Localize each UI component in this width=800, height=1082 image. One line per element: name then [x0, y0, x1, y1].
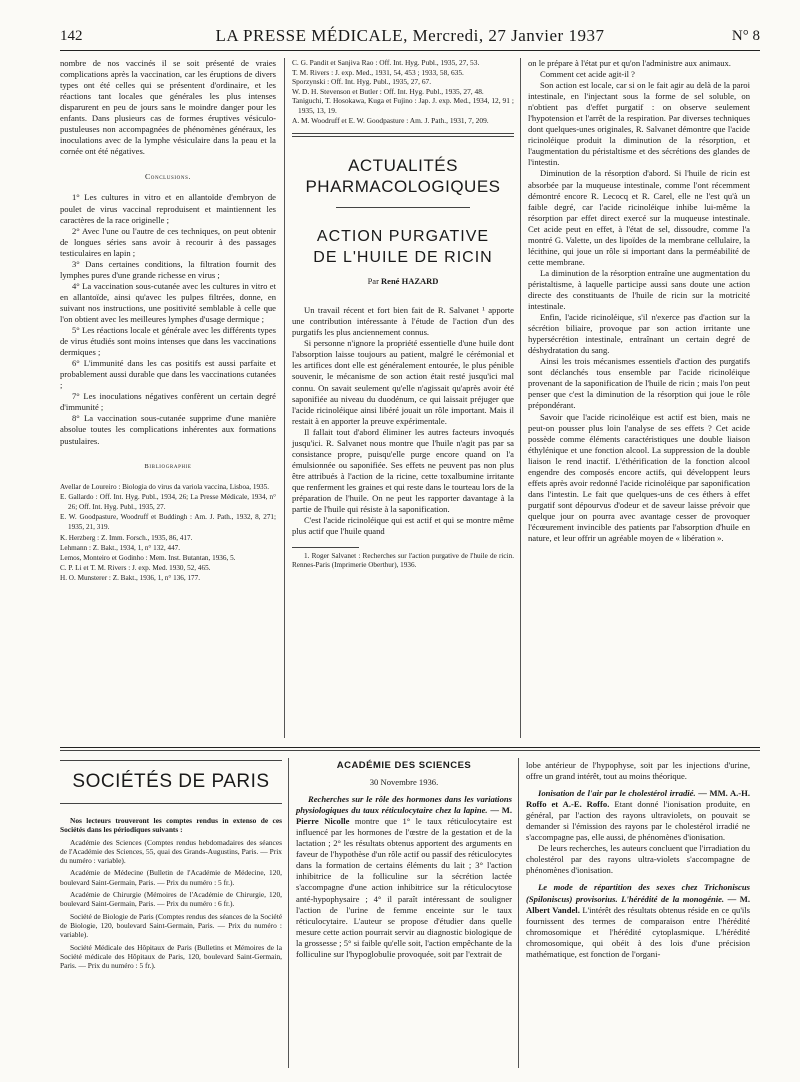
bib-entry: E. Gallardo : Off. Int. Hyg. Publ., 1934, 26; La Presse Médicale, 1934, n° 26; Off. Int. Hyg. Publ., 1935, 27.: [60, 492, 276, 511]
communication-author: — M. Albert Vandel.: [526, 893, 750, 915]
communication-author: — MM. A.-H. Roffo et A.-E. Roffo.: [526, 788, 751, 810]
bibliography: [60, 482, 276, 584]
communication-title: Ionisation de l'air par le cholestérol irradié.: [538, 788, 696, 799]
page-header: [60, 24, 760, 51]
article-paragraph: C'est l'acide ricinoléique qui est actif et qui se montre même plus actif que l'huile quand: [292, 515, 514, 537]
conclusion-8: 8° La vaccination sous-cutanée supprime d'une manière absolue toutes les complications inhérentes aux formations pustulaires.: [60, 413, 276, 446]
page-number: 142: [60, 28, 83, 44]
column-2: [292, 58, 514, 570]
ref-entry: Sporzynski : Off. Int. Hyg. Publ., 1935, 27, 67.: [292, 77, 432, 87]
footnote-rule: [292, 547, 359, 548]
col3-paragraph: Diminution de la résorption d'abord. Si l'huile de ricin est absorbée par la muqueuse intestinale, comme l'ont récemment démontré encore R. Lecocq et R. Carel, elle ne l'est qu'à un faible degré, car l'acide ricinoléique inhibe lui-même la résorption par effet direct exercé sur la muqueuse intestinale. Cet acide peut en effet, à l'état de sel, dissoudre, comme l'a montré G. Valette, un des lipoïdes de la membrane cellulaire, la lécithine, qui joue un rôle si important dans la perméabilité de cette membrane.: [528, 168, 750, 267]
conclusion-6: 6° L'immunité dans les cas positifs est aussi parfaite et probablement aussi durable que dans les vaccinations cutanées ;: [60, 358, 276, 391]
bib-entry: C. P. Li et T. M. Rivers : J. exp. Med. 1930, 52, 465.: [60, 564, 211, 573]
bib-entry: E. W. Goodpasture, Woodruff et Buddingh : Am. J. Path., 1932, 8, 271; 1935, 21, 319.: [60, 513, 276, 532]
heading-rule: [336, 207, 469, 208]
journal-title: LA PRESSE MÉDICALE, Mercredi, 27 Janvier 1937: [215, 26, 605, 45]
ref-entry: C. G. Pandit et Sanjiva Rao : Off. Int. Hyg. Publ., 1935, 27, 53.: [292, 58, 480, 67]
article-paragraph: Si personne n'ignore la propriété essentielle d'une huile dont l'absorption laisse toujours au patient, malgré le cérémonial et les artifices dont elle est généralement entourée, le plus pénible souvenir, le mécanisme de son action était resté jusqu'ici mal connu. On savait seulement qu'elle n'agissait qu'après avoir été saponifiée au niveau du duodénum, ce qui laissait préjuger que l'acide ricinoléique ainsi libéré jouait un rôle important. Mais il restait à en apporter la preuve expérimentale.: [292, 338, 514, 426]
bibliography-heading: Bibliographie: [144, 462, 192, 470]
article-paragraph: Il fallait tout d'abord éliminer les autres facteurs invoqués jusqu'ici. R. Salvanet nous montre que l'huile n'agit pas par sa consistance propre, puisqu'elle purge encore quand on l'a émulsionnée ou saponifiée. Ses effets ne peuvent pas non plus être attribués à l'action de la ricine, cette toxalbumine irritante que renferment les graines et qui reste dans le tourteau lors de la préparation de l'huile. On ne peut les rapporter davantage à la partie de l'huile qui résiste à la saponification.: [292, 426, 514, 515]
references-continued: [292, 58, 514, 125]
communication-text: Etant donné l'ionisation produite, en général, par l'action des rayons ultraviolets, on pouvait se demander si l'émission des rayons par le cholestérol irradié ne s'accompagne pas, elle aussi, de phénomènes d'ionisation.: [526, 799, 750, 843]
societes-column: [60, 760, 282, 973]
societe-item: Académie de Médecine (Bulletin de l'Académie de Médecine, 120, boulevard Saint-Germain, Paris. — Prix du numéro : 5 fr.).: [60, 868, 282, 887]
col3-paragraph: Enfin, l'acide ricinoléique, s'il n'exerce pas d'action sur la sécrétion biliaire, provoque par son action irritante une hypersécrétion intestinale, entraînant un certain degré de déshydratation du sang.: [528, 312, 750, 356]
societe-item: Académie de Chirurgie (Mémoires de l'Académie de Chirurgie, 120, boulevard Saint-Germain, Paris. — Prix du numéro : 6 fr.).: [60, 890, 282, 909]
page-divider: [60, 750, 760, 751]
col3-paragraph: Ainsi les trois mécanismes essentiels d'action des purgatifs sont déclanchés tous ensemble par l'acide ricinoléique provenant de la saponification de l'huile de ricin ; mais l'on peut penser que c'est la diminution de la résorption qui joue le rôle prépondérant.: [528, 356, 750, 411]
article-byline: [292, 276, 514, 287]
societe-item: Académie des Sciences (Comptes rendus hebdomadaires des séances de l'Académie des Sciences, 55, quai des Grands-Augustins, Paris. — Prix du numéro : variable).: [60, 837, 282, 866]
societes-list: [60, 816, 282, 970]
communication-author: — M. Pierre Nicolle: [296, 805, 512, 827]
societes-intro: Nos lecteurs trouveront les comptes rendus in extenso de ces Sociétés dans les périodiques suivants :: [60, 816, 282, 835]
communication-text-continued: lobe antérieur de l'hypophyse, soit par les injections d'urine, offre un grand intérêt, tout au moins théorique.: [526, 760, 750, 782]
footnote: 1. Roger Salvanet : Recherches sur l'action purgative de l'huile de ricin. Rennes-Paris (Imprimerie Oberthur), 1936.: [292, 552, 514, 570]
communication-text: De leurs recherches, les auteurs concluent que l'irradiation du cholestérol par des rayons ultra-violets s'accompagne de phénomènes d'ionisation.: [526, 843, 750, 876]
conclusion-2: 2° Avec l'une ou l'autre de ces techniques, on peut obtenir de longues séries sans avoir à recourir à des passages testiculaires en lapin ;: [60, 225, 276, 258]
conclusion-7: 7° Les inoculations négatives confèrent un certain degré d'immunité ;: [60, 391, 276, 413]
communication-title: Recherches sur le rôle des hormones dans les variations physiologiques du taux réticulocytaire chez la lapine.: [296, 794, 512, 816]
col3-paragraph: on le prépare à l'état pur et qu'on l'administre aux animaux.: [528, 58, 731, 68]
societes-title: SOCIÉTÉS DE PARIS: [72, 771, 270, 792]
col3-paragraph: La diminution de la résorption entraîne une augmentation du péristaltisme, à laquelle participe aussi sans doute une action directe des constituants de l'huile de ricin sur la motricité intestinale.: [528, 267, 750, 312]
section-rule: [292, 133, 514, 134]
bib-entry: K. Herzberg : Z. Imm. Forsch., 1935, 86, 417.: [60, 533, 193, 542]
col1-intro: nombre de nos vaccinés il se soit présenté de vraies complications après la vaccination, car les éruptions de divers types ont été celles qui se présentent d'ordinaire, et les réactions tant locales que générales les plus intenses disparurent en peu de jours sans le moindre danger pour les enfants. Dans plusieurs cas de formes éruptives vésiculo-pustuleuses non accompagnées de phénomènes généraux, les inoculations avec de la lymphe vésiculaire dans la peau et la cornée ont été négatives.: [60, 58, 276, 157]
societe-item: Société de Biologie de Paris (Comptes rendus des séances de la Société de Biologie, 120, boulevard Saint-Germain, Paris. — Prix du numéro : variable).: [60, 911, 282, 940]
bib-entry: H. O. Munsterer : Z. Bakt., 1936, 1, n° 136, 177.: [60, 574, 201, 583]
column-rule: [518, 758, 519, 1068]
section-rule: [292, 136, 514, 137]
bib-entry: Avellar de Loureiro : Biologia do virus da variola vaccina, Lisboa, 1935.: [60, 482, 270, 491]
column-3: [528, 58, 750, 544]
communication-text: L'intérêt des résultats obtenus réside en ce qu'ils fournissent des termes de comparaison entre l'hérédité chromosomique et l'hérédité cytoplasmique. L'hérédité chromosomique, qui obéit à des lois d'une précision mathématique, est fonction de l'organi-: [526, 904, 750, 959]
box-rule: [60, 760, 282, 761]
column-1: [60, 58, 276, 584]
academie-column-2: [526, 760, 750, 960]
conclusion-1: 1° Les cultures in vitro et en allantoïde d'embryon de poulet de virus vaccinal reproduisent et maintiennent les caractères de la race originelle ;: [60, 192, 276, 225]
ref-entry: Taniguchi, T. Hosokawa, Kuga et Fujino : Jap. J. exp. Med., 1934, 12, 91 ; 1935, 13, 19.: [292, 96, 514, 115]
col3-paragraph: Savoir que l'acide ricinoléique est actif est bien, mais ne peut-on pousser plus loin l'analyse de ses effets ? Cet acide possède comme éléments caractéristiques une double liaison éthylénique et une fonction alcool. La suppression de la double liaison le rend inactif. L'éthérification de la fonction alcool engendre des composés encore actifs, qui développent leurs effets après avoir redonné l'acide ricinoléique par saponification dans l'intestin. Le fait que quelques-uns de ces éthers à effet purgatif sont dépourvus d'odeur et de saveur laisse prévoir que quelque jour on pourra avec avantage cesser de provoquer l'écœurement invincible des patients par l'absorption d'huile en nature, et leur offrir un agréable moyen de « libération ».: [528, 411, 750, 544]
column-rule: [288, 758, 289, 1068]
conclusion-4: 4° La vaccination sous-cutanée avec les cultures in vitro et en allantoïde, ainsi qu'avec les pulpes filtrées, donne, en suivant nos instructions, une positivité semblable à celle que l'on obtient avec les meilleures lymphes d'usage dermique ;: [60, 280, 276, 324]
academie-title: ACADÉMIE DES SCIENCES: [336, 760, 472, 771]
article-paragraph: Un travail récent et fort bien fait de R. Salvanet ¹ apporte une contribution intéressante à l'étude de l'action d'un des purgatifs les plus anciennement connus.: [292, 305, 514, 338]
societe-item: Société Médicale des Hôpitaux de Paris (Bulletins et Mémoires de la Société médicale des Hôpitaux de Paris, 120, boulevard Saint-Germain, Paris. — Prix du numéro : 5 fr.).: [60, 942, 282, 971]
conclusion-3: 3° Dans certaines conditions, la filtration fournit des lymphes pures d'une grande richesse en virus ;: [60, 258, 276, 280]
col3-paragraph: Son action est locale, car si on le fait agir au delà de la paroi intestinale, en l'injectant sous la forme de sel soluble, on n'obtient pas d'effet purgatif : on observe seulement l'hypotension et l'arrêt de la respiration. Par diverses techniques dont quelques-unes originales, R. Salvanet démontre que l'acide ricinoléique produit la diminution de la résorption, et l'augmentation du péristaltisme et des sécrétions des glandes de l'intestin.: [528, 80, 750, 168]
academie-column: [296, 760, 512, 960]
bib-entry: Lemos, Monteiro et Godinho : Mem. Inst. Butantan, 1936, 5.: [60, 554, 236, 563]
page-divider: [60, 747, 760, 748]
conclusion-5: 5° Les réactions locale et générale avec les différents types de virus étudiés sont moins intenses que dans les vaccinations dermiques ;: [60, 325, 276, 358]
byline-prefix: Par: [367, 276, 379, 287]
ref-entry: T. M. Rivers : J. exp. Med., 1931, 54, 453 ; 1933, 58, 635.: [292, 67, 464, 77]
ref-entry: W. D. H. Stevenson et Butler : Off. Int. Hyg. Publ., 1935, 27, 48.: [292, 86, 484, 96]
section-heading: ACTUALITÉS PHARMACOLOGIQUES: [305, 156, 501, 197]
communication-title: Le mode de répartition des sexes chez Trichoniscus (Spiloniscus) provisorius. L'hérédité de la monogénie.: [526, 882, 750, 904]
session-date: 30 Novembre 1936.: [369, 777, 439, 788]
article-title-line2: DE L'HUILE DE RICIN: [313, 249, 493, 267]
bib-entry: Lehmann : Z. Bakt., 1934, 1, n° 132, 447.: [60, 543, 181, 552]
conclusions-heading: Conclusions.: [144, 172, 192, 182]
column-rule: [520, 58, 521, 738]
col3-paragraph: Comment cet acide agit-il ?: [540, 69, 635, 80]
column-rule: [284, 58, 285, 738]
ref-entry: A. M. Woodruff et E. W. Goodpasture : Am. J. Path., 1931, 7, 209.: [292, 115, 489, 125]
issue-number: N° 8: [731, 28, 760, 44]
communication-text: montre que 1° le taux réticulocytaire est influencé par les hormones de l'œstre de la gestation et de la lactation ; 2° les résultats obtenus apportent des arguments en faveur de l'hypothèse d'un rôle actif ou passif des réticulocytes dans la formation de certains éléments du lait ; 3° l'action inhibitrice de la folliculine sur la sécrétion lactée s'accompagne d'une action inhibitrice sur la réticulocytose anté-hypophysaire ; 4° il paraît intéressant de souligner l'action de l'urine de femme enceinte sur le taux réticulocytaire. L'auteur se propose d'étudier dans quelle mesure cette action pourrait servir au diagnostic biologique de la grossesse ; 5° si faible qu'elle soit, l'action empêchante de la folliculine sur l'hypoglobulie provoquée, soit par l'extrait de: [296, 816, 512, 959]
author-name: René HAZARD: [381, 276, 439, 287]
article-title-line1: ACTION PURGATIVE: [316, 228, 490, 246]
box-rule: [60, 803, 282, 804]
